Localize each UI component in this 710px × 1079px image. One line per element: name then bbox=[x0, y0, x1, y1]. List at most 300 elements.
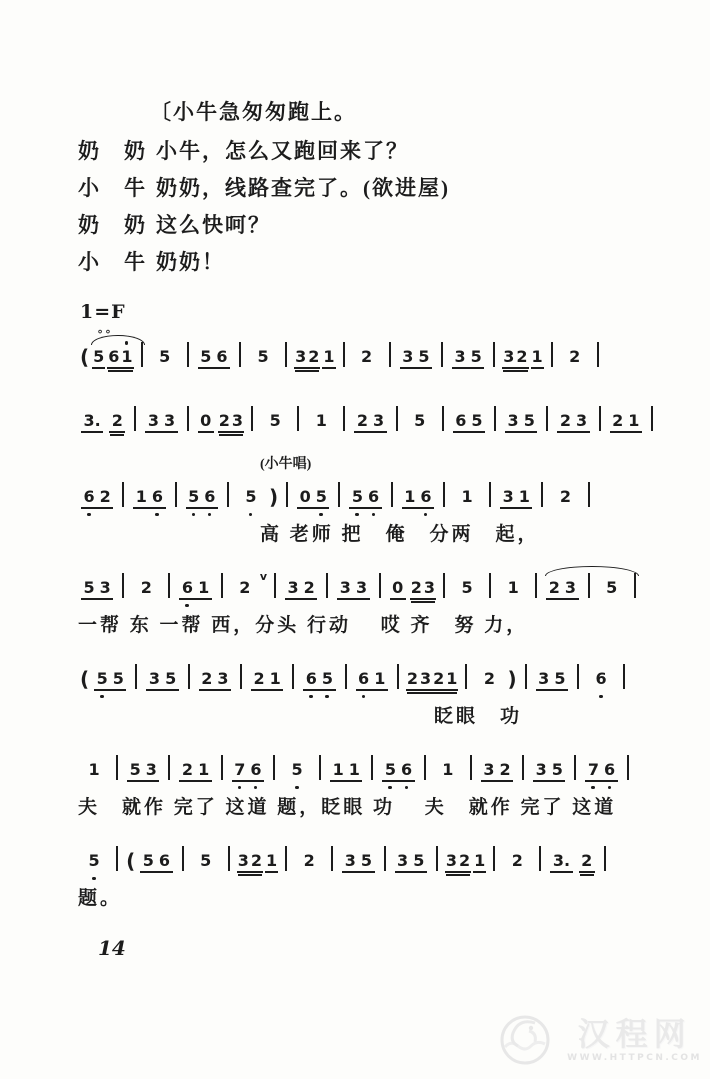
note-digit: 5 bbox=[418, 347, 430, 366]
octave-dot-below bbox=[388, 786, 392, 790]
note-digit: 1 bbox=[531, 347, 543, 366]
note-group bbox=[297, 487, 329, 509]
note-group bbox=[265, 851, 278, 873]
note-digit: 1 bbox=[198, 578, 210, 597]
watermark bbox=[495, 1011, 702, 1069]
barline bbox=[604, 846, 606, 871]
note-group bbox=[303, 669, 335, 691]
note-digit: 3 bbox=[295, 347, 307, 366]
dialogue-text: 奶奶，线路查完了。(欲进屋) bbox=[156, 176, 450, 200]
note-group bbox=[533, 760, 565, 782]
note-digit: 1 bbox=[442, 760, 454, 779]
note-group bbox=[585, 760, 617, 782]
octave-dot-below bbox=[92, 877, 96, 881]
note-group bbox=[198, 851, 214, 871]
note-digit: 2 bbox=[559, 487, 572, 506]
note-digit: 3 bbox=[164, 411, 176, 430]
paren-mark: ) bbox=[268, 485, 279, 509]
note-digit: 3 bbox=[419, 669, 432, 688]
octave-dot-below bbox=[249, 513, 253, 517]
barline bbox=[651, 406, 653, 431]
barline bbox=[577, 664, 579, 689]
note-group bbox=[109, 411, 125, 433]
paren-mark: ( bbox=[80, 667, 90, 691]
barline bbox=[539, 846, 541, 871]
note-digit: 3 bbox=[147, 411, 159, 430]
note-digit: 1 bbox=[404, 487, 416, 506]
barline bbox=[251, 406, 253, 431]
note-digit: 3 bbox=[575, 411, 588, 430]
note-digit: 1 bbox=[628, 411, 640, 430]
note-digit: 3 bbox=[483, 760, 495, 779]
note-group bbox=[610, 411, 642, 433]
barline bbox=[489, 573, 491, 598]
note-digit: 6 bbox=[202, 487, 218, 507]
octave-dot-below bbox=[405, 786, 409, 790]
barline bbox=[331, 846, 333, 871]
note-digit: 5 bbox=[243, 487, 259, 507]
note-digit: 3 bbox=[538, 669, 550, 688]
note-digit: 2 bbox=[559, 411, 571, 430]
note-group bbox=[94, 669, 126, 691]
note-group bbox=[412, 411, 428, 431]
note-digit: 2 bbox=[201, 669, 213, 688]
note-group bbox=[313, 411, 329, 431]
note-digit: 5 bbox=[349, 487, 365, 507]
note-digit: 2 bbox=[361, 347, 373, 366]
paren-mark: ) bbox=[507, 667, 517, 691]
note-digit: 5 bbox=[94, 669, 110, 689]
notation-row bbox=[78, 556, 680, 610]
octave-dot-below bbox=[100, 695, 104, 699]
note-digit: 2 bbox=[250, 851, 262, 870]
barline bbox=[574, 755, 576, 780]
note-digit: 6 bbox=[303, 669, 319, 689]
lyrics-line: 一帮 东 一帮 西，分头 行动 哎 齐 努 力， bbox=[78, 615, 529, 636]
note-digit: 3 bbox=[502, 487, 514, 506]
breath-mark: v bbox=[259, 570, 268, 583]
note-digit: 2 bbox=[581, 851, 593, 870]
note-group bbox=[198, 347, 230, 369]
note-digit: 2 bbox=[612, 411, 624, 430]
barline bbox=[391, 482, 393, 507]
note-digit: 5 bbox=[461, 578, 473, 597]
note-digit: 2 bbox=[458, 851, 471, 870]
note-digit: 6 bbox=[179, 578, 195, 598]
notation-row bbox=[78, 738, 680, 792]
vocal-part-label: (小牛唱) bbox=[260, 457, 312, 472]
note-digit: 2 bbox=[410, 578, 422, 597]
score-line bbox=[78, 325, 680, 379]
note-group bbox=[107, 347, 133, 369]
note-digit: 3 bbox=[402, 347, 414, 366]
octave-dot-below bbox=[599, 695, 603, 699]
notation-area bbox=[78, 325, 680, 910]
score-line bbox=[78, 829, 680, 910]
barline bbox=[634, 573, 636, 598]
note-digit: 1 bbox=[374, 669, 386, 688]
note-digit: 6 bbox=[602, 760, 618, 780]
barline bbox=[343, 342, 345, 367]
barline bbox=[493, 846, 495, 871]
note-digit: 3 bbox=[217, 669, 229, 688]
note-group bbox=[382, 760, 414, 782]
score-line bbox=[78, 453, 680, 546]
barline bbox=[273, 755, 275, 780]
note-group bbox=[550, 851, 572, 873]
octave-dot-below bbox=[362, 695, 366, 699]
octave-dot-below bbox=[185, 604, 189, 608]
note-digit: 2 bbox=[569, 347, 581, 366]
watermark-site-url: WWW.HTTPCN.COM bbox=[567, 1053, 702, 1063]
note-group bbox=[146, 669, 178, 691]
note-digit: 6 bbox=[216, 347, 228, 366]
note-digit: 3 bbox=[564, 578, 577, 597]
note-group bbox=[579, 851, 595, 873]
note-digit: 3. bbox=[83, 411, 101, 430]
note-digit: 1 bbox=[446, 669, 458, 688]
key-signature: 1=F bbox=[80, 301, 126, 323]
note-digit: 3 bbox=[503, 347, 515, 366]
barline bbox=[285, 342, 287, 367]
note-digit: 3 bbox=[231, 411, 244, 430]
note-group bbox=[557, 487, 573, 507]
barline bbox=[175, 482, 177, 507]
dialogue-line bbox=[78, 212, 680, 238]
note-digit: 3 bbox=[145, 760, 157, 779]
watermark-site-name: 汉程网 bbox=[577, 1016, 692, 1052]
octave-dot-below bbox=[238, 786, 242, 790]
note-digit: 6 bbox=[356, 669, 372, 689]
note-group bbox=[294, 347, 320, 369]
note-digit: 3 bbox=[344, 851, 356, 870]
note-digit: 3 bbox=[507, 411, 519, 430]
note-digit: 3 bbox=[148, 669, 161, 688]
barline bbox=[168, 573, 170, 598]
dialogue-text: 小牛，怎么又跑回来了？ bbox=[156, 139, 409, 163]
dialogue-line bbox=[78, 138, 680, 164]
octave-dot-below bbox=[295, 786, 299, 790]
note-group bbox=[218, 411, 244, 433]
score-line bbox=[78, 738, 680, 819]
barline bbox=[116, 846, 118, 871]
note-group bbox=[267, 411, 283, 431]
note-digit: 2 bbox=[239, 578, 251, 597]
dialogue-block bbox=[78, 96, 680, 275]
stage-direction: 〔小牛急匆匆跑上。 bbox=[150, 100, 357, 124]
speaker-name: 奶 奶 bbox=[78, 139, 147, 163]
note-digit: 5 bbox=[471, 411, 483, 430]
barline bbox=[228, 846, 230, 871]
barline bbox=[442, 406, 444, 431]
barline bbox=[221, 755, 223, 780]
note-group bbox=[179, 578, 211, 600]
notation-row bbox=[78, 389, 680, 443]
note-group bbox=[198, 411, 214, 433]
barline bbox=[239, 342, 241, 367]
note-group bbox=[140, 851, 172, 873]
note-digit: 5 bbox=[319, 669, 335, 689]
note-group bbox=[127, 760, 159, 782]
note-digit: 6 bbox=[455, 411, 467, 430]
note-digit: 5 bbox=[257, 347, 269, 366]
note-digit: 6 bbox=[158, 851, 171, 870]
note-digit: 1 bbox=[120, 347, 133, 367]
note-digit: 1 bbox=[88, 760, 100, 779]
lyrics-line: 眨眼 功 bbox=[434, 706, 523, 727]
note-group bbox=[402, 487, 434, 509]
note-group bbox=[138, 578, 154, 598]
barline bbox=[227, 482, 229, 507]
barline bbox=[489, 482, 491, 507]
note-group bbox=[243, 487, 259, 507]
barline bbox=[522, 755, 524, 780]
barline bbox=[338, 482, 340, 507]
note-group bbox=[322, 347, 335, 369]
note-group bbox=[145, 411, 177, 433]
note-digit: 5 bbox=[186, 487, 202, 507]
note-digit: 2 bbox=[111, 411, 123, 430]
note-group bbox=[342, 851, 374, 873]
octave-dot-below bbox=[424, 513, 428, 517]
barline bbox=[627, 755, 629, 780]
note-digit: 0 bbox=[200, 411, 212, 430]
barline bbox=[597, 342, 599, 367]
barline bbox=[168, 755, 170, 780]
octave-dot-below bbox=[608, 786, 612, 790]
note-digit: 6 bbox=[248, 760, 264, 780]
note-group bbox=[255, 347, 271, 367]
barline bbox=[546, 406, 548, 431]
barline bbox=[535, 573, 537, 598]
score-line bbox=[78, 389, 680, 443]
note-group bbox=[81, 411, 103, 433]
note-digit: 6 bbox=[399, 760, 415, 780]
note-group bbox=[157, 347, 173, 367]
note-group bbox=[285, 578, 317, 600]
barline bbox=[436, 846, 438, 871]
note-digit: 5 bbox=[269, 411, 281, 430]
note-digit: 3 bbox=[287, 578, 299, 597]
note-digit: 5 bbox=[289, 760, 305, 780]
lyrics-line: 题。 bbox=[78, 888, 123, 909]
notation-row bbox=[78, 465, 680, 519]
octave-dot-below bbox=[87, 513, 91, 517]
note-digit: 5 bbox=[470, 347, 482, 366]
note-digit: 2 bbox=[356, 411, 368, 430]
note-digit: 7 bbox=[232, 760, 248, 780]
barline bbox=[623, 664, 625, 689]
barline bbox=[343, 406, 345, 431]
note-digit: 2 bbox=[308, 347, 320, 366]
barline bbox=[384, 846, 386, 871]
lyrics-line: 夫 就作 完了 这道 题，眨眼 功 夫 就作 完了 这道 bbox=[78, 797, 617, 818]
notation-row bbox=[78, 325, 680, 379]
octave-dot-below bbox=[309, 695, 313, 699]
note-digit: 5 bbox=[360, 851, 373, 870]
barline bbox=[182, 846, 184, 871]
note-digit: 5 bbox=[382, 760, 398, 780]
dialogue-text: 奶奶！ bbox=[156, 250, 225, 274]
barline bbox=[285, 846, 287, 871]
note-digit: 1 bbox=[332, 760, 344, 779]
note-group bbox=[237, 578, 253, 598]
note-digit: 1 bbox=[474, 851, 486, 870]
note-group bbox=[356, 669, 388, 691]
barline bbox=[424, 755, 426, 780]
note-digit: 5 bbox=[112, 669, 124, 688]
barline bbox=[470, 755, 472, 780]
octave-dot-below bbox=[155, 513, 159, 517]
note-digit: 2 bbox=[406, 669, 418, 688]
note-group bbox=[232, 760, 264, 782]
note-digit: 5 bbox=[83, 578, 95, 597]
note-group bbox=[557, 411, 589, 433]
barline bbox=[441, 342, 443, 367]
barline bbox=[443, 482, 445, 507]
barline bbox=[122, 573, 124, 598]
notation-row bbox=[78, 829, 680, 883]
note-group bbox=[505, 411, 537, 433]
note-digit: 1 bbox=[315, 411, 327, 430]
note-group bbox=[81, 487, 113, 509]
note-digit: 5 bbox=[159, 347, 171, 366]
note-digit: 0 bbox=[299, 487, 311, 506]
note-group bbox=[593, 669, 609, 689]
barline bbox=[116, 755, 118, 780]
note-group bbox=[337, 578, 369, 600]
note-digit: 1 bbox=[507, 578, 519, 597]
note-digit: 2 bbox=[181, 760, 194, 779]
note-group bbox=[289, 760, 305, 780]
note-group bbox=[330, 760, 362, 782]
note-group bbox=[546, 578, 578, 600]
slur-arc bbox=[545, 566, 639, 576]
barline bbox=[494, 406, 496, 431]
barline bbox=[297, 406, 299, 431]
note-digit: 2 bbox=[433, 669, 445, 688]
note-group bbox=[251, 669, 283, 691]
note-digit: 2 bbox=[483, 669, 496, 688]
barline bbox=[292, 664, 294, 689]
note-digit: 5 bbox=[606, 578, 618, 597]
note-group bbox=[502, 347, 528, 369]
barline bbox=[443, 573, 445, 598]
dialogue-text: 这么快呵？ bbox=[156, 213, 271, 237]
note-digit: 5 bbox=[200, 851, 212, 870]
note-group bbox=[179, 760, 211, 782]
barline bbox=[221, 573, 223, 598]
note-digit: 5 bbox=[86, 851, 102, 871]
note-digit: 6 bbox=[366, 487, 382, 507]
note-group bbox=[567, 347, 583, 367]
note-group bbox=[473, 851, 486, 873]
octave-dot-below bbox=[355, 513, 359, 517]
speaker-name: 小 牛 bbox=[78, 176, 147, 200]
note-digit: 3 bbox=[237, 851, 249, 870]
score-line bbox=[78, 556, 680, 637]
octave-dot-below bbox=[192, 513, 196, 517]
note-group bbox=[452, 347, 484, 369]
dialogue-line bbox=[78, 249, 680, 275]
score-line bbox=[78, 647, 680, 728]
note-group bbox=[500, 487, 532, 509]
note-digit: 5 bbox=[313, 487, 329, 507]
note-digit: 5 bbox=[551, 760, 563, 779]
note-group bbox=[509, 851, 525, 871]
note-group bbox=[481, 669, 497, 689]
barline bbox=[187, 342, 189, 367]
note-digit: 5 bbox=[414, 411, 426, 430]
watermark-logo-icon bbox=[495, 1011, 557, 1069]
note-digit: 5 bbox=[554, 669, 566, 688]
note-group bbox=[459, 487, 475, 507]
barline bbox=[389, 342, 391, 367]
note-group bbox=[536, 669, 568, 691]
barline bbox=[588, 482, 590, 507]
note-digit: 1 bbox=[518, 487, 530, 506]
octave-dot-below bbox=[208, 513, 212, 517]
octave-dot-below bbox=[325, 695, 329, 699]
note-digit: 6 bbox=[418, 487, 434, 507]
note-group bbox=[410, 578, 436, 600]
note-group bbox=[505, 578, 521, 598]
barline bbox=[286, 482, 288, 507]
note-digit: 7 bbox=[585, 760, 601, 780]
note-digit: 3 bbox=[423, 578, 435, 597]
note-digit: 3 bbox=[445, 851, 457, 870]
note-digit: 0 bbox=[392, 578, 404, 597]
octave-dot-below bbox=[372, 513, 376, 517]
note-digit: 6 bbox=[149, 487, 165, 507]
note-digit: 5 bbox=[129, 760, 141, 779]
note-digit: 1 bbox=[265, 851, 278, 870]
watermark-text bbox=[567, 1017, 702, 1063]
note-digit: 2 bbox=[253, 669, 265, 688]
note-group bbox=[354, 411, 386, 433]
note-group bbox=[237, 851, 263, 873]
speaker-name: 奶 奶 bbox=[78, 213, 147, 237]
note-digit: 6 bbox=[593, 669, 609, 689]
barline bbox=[240, 664, 242, 689]
note-group bbox=[86, 760, 102, 780]
note-digit: 3 bbox=[454, 347, 466, 366]
note-digit: 2 bbox=[303, 851, 315, 870]
lyrics-line: 高 老师 把 俺 分两 起， bbox=[260, 524, 540, 545]
note-group bbox=[186, 487, 218, 509]
barline bbox=[319, 755, 321, 780]
note-digit: 1 bbox=[269, 669, 281, 688]
note-digit: 5 bbox=[523, 411, 535, 430]
note-group bbox=[92, 325, 113, 369]
ornament-circles: ∘∘ bbox=[96, 325, 113, 338]
note-group bbox=[390, 578, 406, 600]
note-group bbox=[459, 578, 475, 598]
note-digit: 1 bbox=[323, 347, 335, 366]
note-group bbox=[400, 347, 432, 369]
note-group bbox=[199, 669, 231, 691]
octave-dot-below bbox=[319, 513, 323, 517]
note-digit: 3 bbox=[397, 851, 409, 870]
note-digit: 2 bbox=[499, 760, 511, 779]
note-digit: 3. bbox=[552, 851, 571, 870]
note-digit: 3 bbox=[535, 760, 547, 779]
note-digit: 2 bbox=[218, 411, 230, 430]
note-digit: 2 bbox=[548, 578, 560, 597]
barline bbox=[187, 406, 189, 431]
barline bbox=[465, 664, 467, 689]
note-group bbox=[604, 578, 620, 598]
